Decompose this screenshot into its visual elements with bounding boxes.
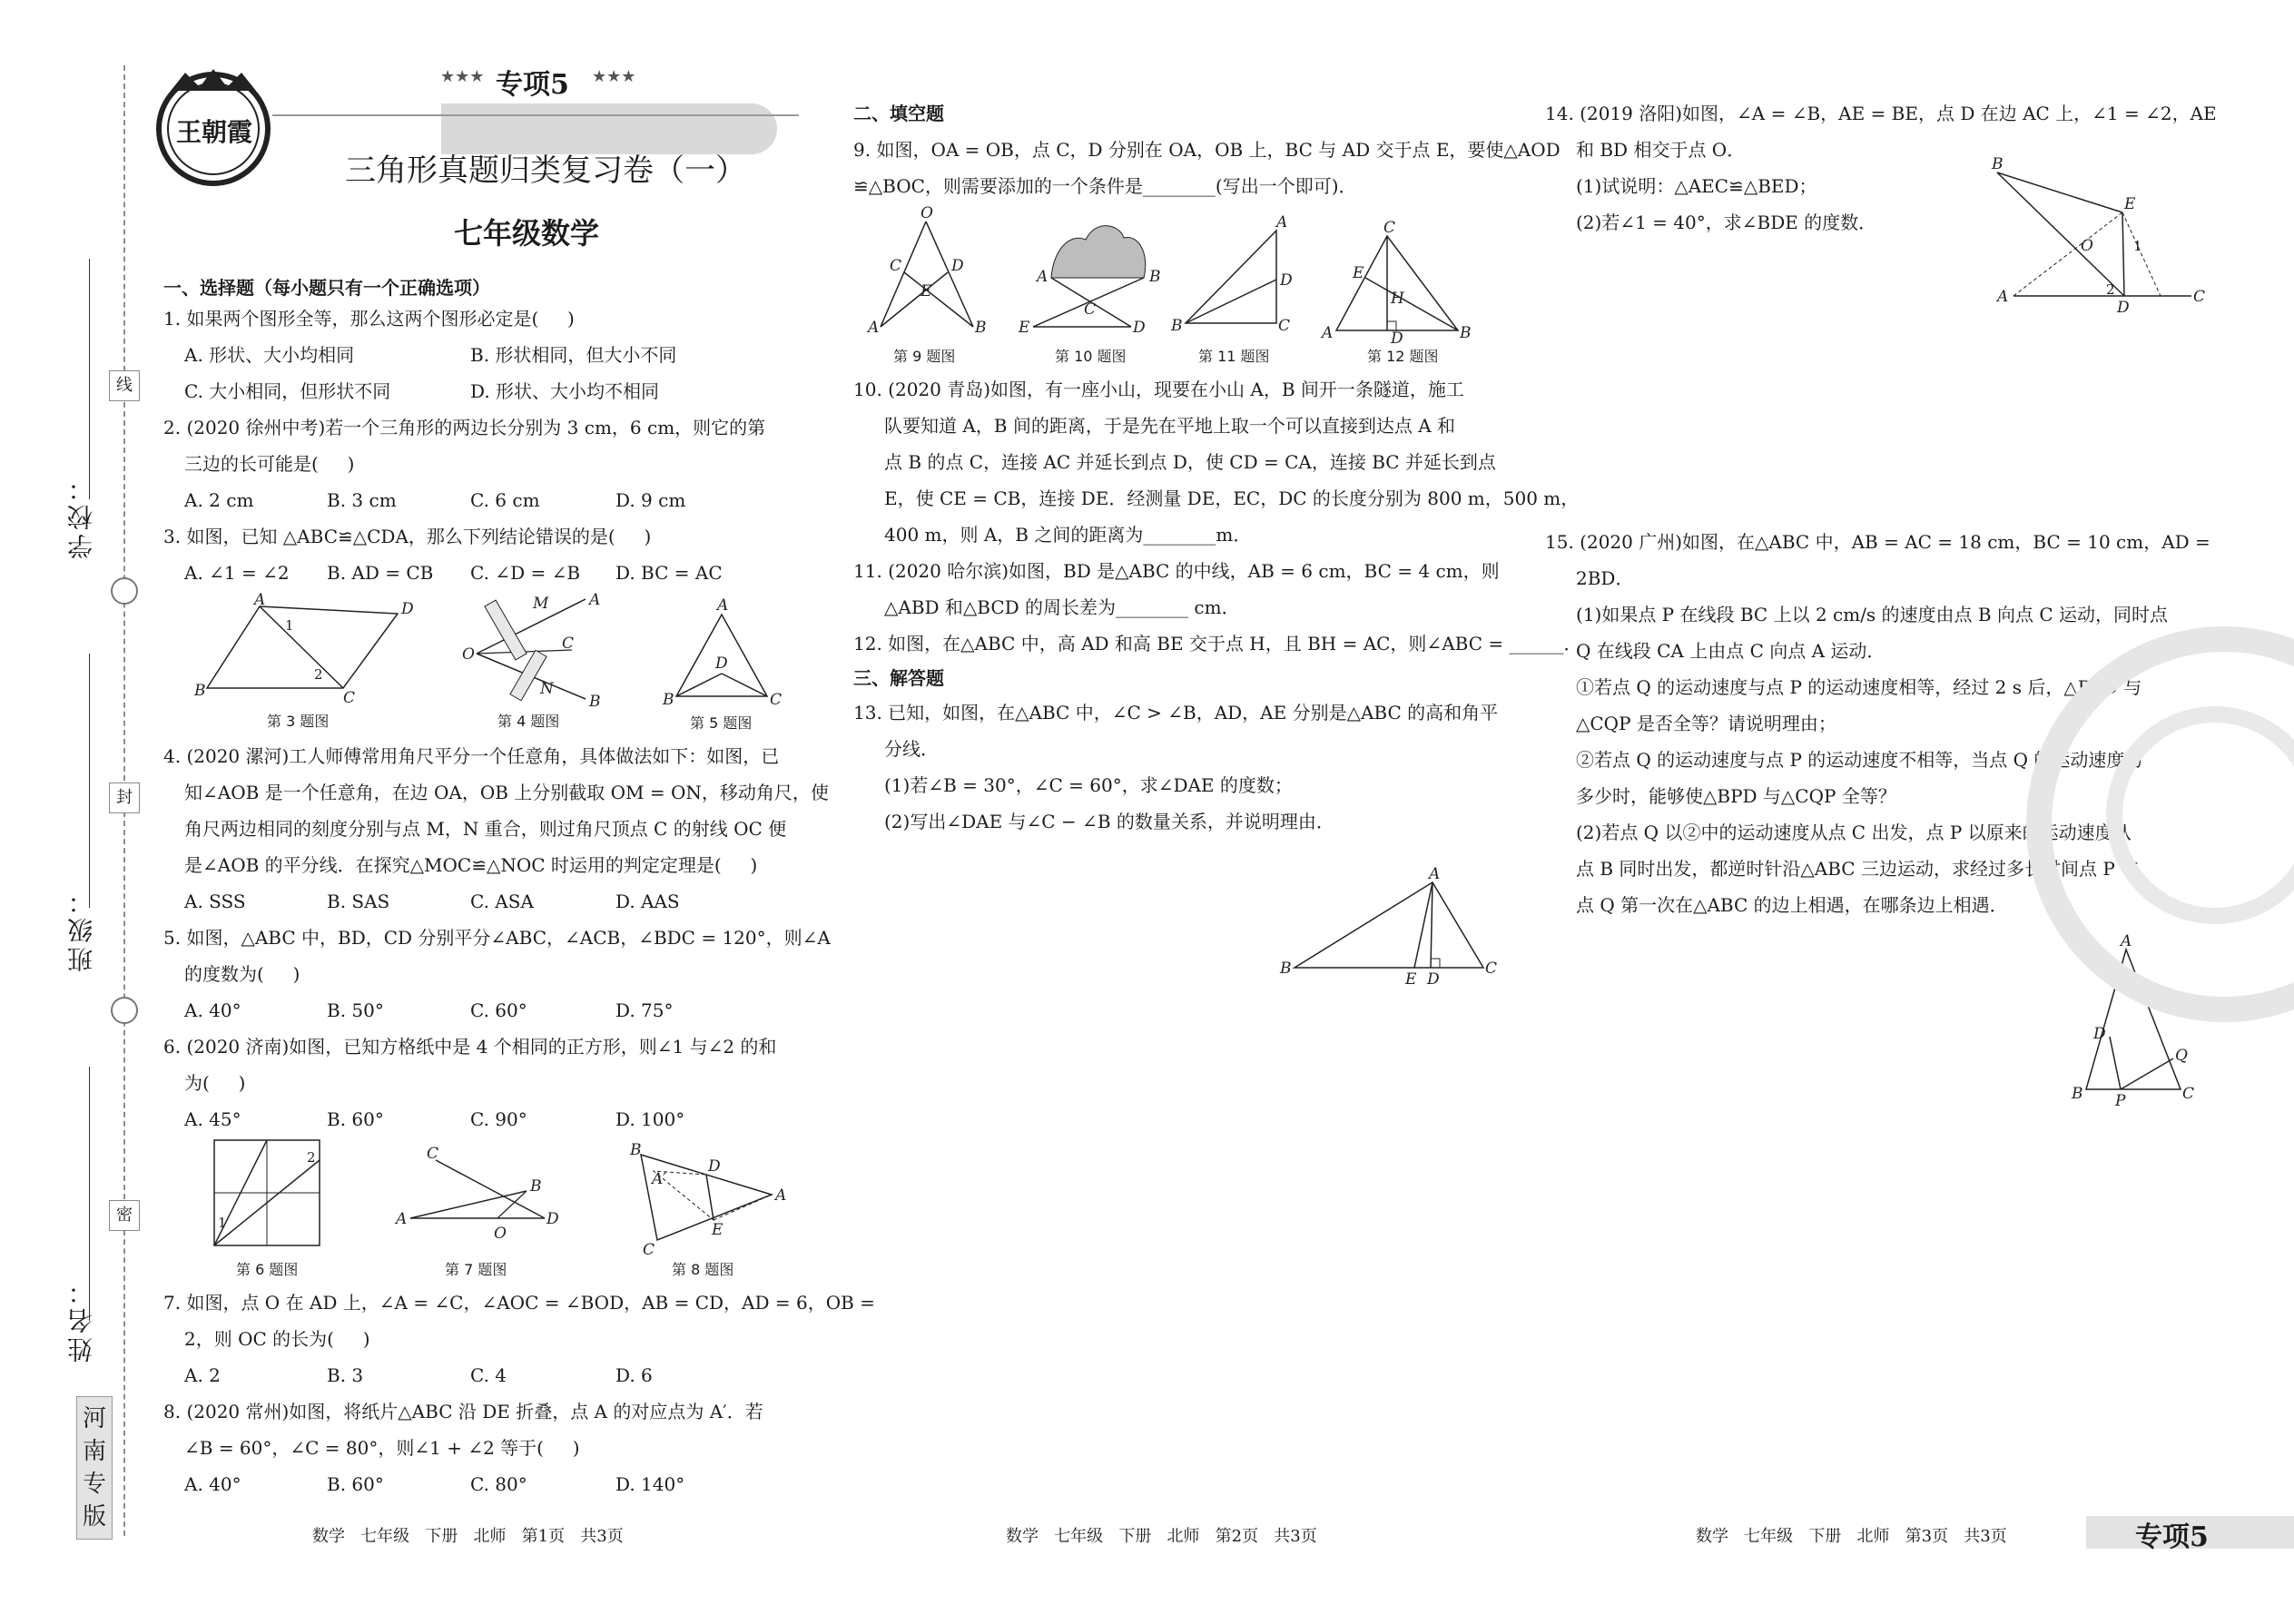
q6-option-d[interactable]: D. 100° (615, 1108, 685, 1130)
svg-text:C: C (2182, 1085, 2195, 1103)
q14-stem-line1: 14. (2019 洛阳)如图，∠A = ∠B，AE = BE，点 D 在边 AC 上，∠1 = ∠2，AE (1545, 103, 2217, 124)
svg-text:2: 2 (2106, 281, 2115, 298)
q6-option-c[interactable]: C. 90° (470, 1108, 527, 1130)
svg-text:D: D (708, 1157, 721, 1176)
svg-text:D: D (1391, 330, 1403, 348)
svg-text:D: D (2117, 299, 2130, 317)
svg-text:P: P (2115, 1092, 2126, 1110)
svg-text:A: A (775, 1186, 787, 1205)
q15-subq2-line2: 多少时，能够使△BPD 与△CQP 全等？ (1576, 785, 1896, 807)
q9-stem-line2: ≌△BOC，则需要添加的一个条件是________(写出一个即可)． (853, 175, 1357, 197)
q11-stem-line2: △ABD 和△BCD 的周长差为________ cm． (884, 596, 1240, 618)
q6-option-b[interactable]: B. 60° (327, 1108, 384, 1130)
svg-text:A: A (868, 319, 880, 337)
q4-stem-line2: 知∠AOB 是一个任意角，在边 OA，OB 上分别截取 OM = ON，移动角尺，使 (184, 782, 829, 803)
svg-text:D: D (2093, 1025, 2106, 1043)
svg-text:B: B (194, 682, 206, 700)
svg-text:B: B (589, 693, 601, 711)
section3-heading: 三、解答题 (853, 667, 944, 689)
caption-fig8: 第 8 题图 (672, 1261, 734, 1278)
svg-text:B: B (1280, 960, 1292, 978)
caption-fig7: 第 7 题图 (445, 1261, 507, 1278)
footer-page1: 数学 七年级 下册 北师 第1页 共3页 (312, 1527, 624, 1546)
q6-stem-line2: 为( ) (184, 1072, 246, 1094)
figure-q11 (1171, 213, 1293, 338)
figure-q7 (396, 1145, 565, 1245)
figure-q6 (214, 1140, 323, 1249)
svg-text:D: D (401, 600, 414, 618)
svg-text:E: E (921, 282, 932, 300)
caption-fig11: 第 11 题图 (1198, 348, 1270, 365)
caption-fig5: 第 5 题图 (690, 714, 753, 732)
q15-part2-line3: 点 Q 第一次在△ABC 的边上相遇，在哪条边上相遇． (1576, 894, 2008, 916)
svg-text:Q: Q (2175, 1047, 2188, 1065)
figure-q12 (1322, 219, 1472, 348)
q5-option-a[interactable]: A. 40° (184, 999, 241, 1021)
school-label: 学校： (66, 472, 96, 559)
svg-text:C: C (343, 689, 356, 707)
q2-option-d[interactable]: D. 9 cm (615, 489, 686, 511)
seal-mark-seal: 封 (109, 782, 140, 813)
svg-text:C: C (1278, 317, 1291, 335)
q2-option-c[interactable]: C. 6 cm (470, 489, 540, 511)
svg-text:O: O (921, 204, 933, 222)
q15-part1-line2: Q 在线段 CA 上由点 C 向点 A 运动． (1576, 640, 1885, 662)
svg-text:B: B (530, 1177, 542, 1196)
svg-text:C: C (427, 1145, 439, 1163)
q6-option-a[interactable]: A. 45° (184, 1108, 241, 1130)
svg-text:E: E (1353, 264, 1364, 282)
q3-option-d[interactable]: D. BC = AC (615, 562, 723, 584)
svg-text:1: 1 (218, 1215, 227, 1231)
svg-text:B: B (663, 691, 674, 709)
svg-text:C: C (770, 691, 783, 709)
topic-stars-left: ★★★ (440, 67, 485, 86)
svg-text:B: B (1149, 268, 1161, 286)
q4-option-b[interactable]: B. SAS (327, 891, 390, 912)
svg-text:2: 2 (307, 1149, 316, 1166)
q9-stem-line1: 9. 如图，OA = OB，点 C，D 分别在 OA，OB 上，BC 与 AD 交于点 E，要使△AOD (853, 139, 1561, 161)
q7-option-c[interactable]: C. 4 (470, 1364, 507, 1386)
q5-option-b[interactable]: B. 50° (327, 999, 384, 1021)
q10-stem-line3: 点 B 的点 C，连接 AC 并延长到点 D，使 CD = CA，连接 BC 并延长到点 (884, 451, 1496, 473)
q11-stem-line1: 11. (2020 哈尔滨)如图，BD 是△ABC 的中线，AB = 6 cm，BC = 4 cm，则 (853, 560, 1500, 582)
svg-text:A: A (1276, 213, 1288, 231)
q3-option-a[interactable]: A. ∠1 = ∠2 (184, 562, 290, 584)
topic-stars-right: ★★★ (592, 67, 636, 86)
svg-text:B: B (1992, 155, 2004, 173)
svg-text:E: E (2124, 195, 2136, 213)
q8-stem-line1: 8. (2020 常州)如图，将纸片△ABC 沿 DE 折叠，点 A 的对应点为 A′．若 (163, 1401, 763, 1422)
svg-text:O: O (494, 1225, 507, 1243)
q1-option-d[interactable]: D. 形状、大小均不相同 (470, 380, 660, 402)
svg-text:D: D (1427, 970, 1440, 989)
svg-text:A: A (2121, 932, 2132, 950)
svg-text:B: B (2072, 1085, 2083, 1103)
name-label: 姓名： (66, 1275, 96, 1363)
figure-q8 (630, 1141, 790, 1259)
topic-label: 专项5 (496, 69, 569, 101)
q4-stem-line4: 是∠AOB 的平分线．在探究△MOC≌△NOC 时运用的判定定理是( ) (184, 854, 758, 876)
svg-text:D: D (951, 257, 964, 275)
svg-text:A: A (589, 591, 601, 609)
watermark-inner-ring (2106, 706, 2294, 924)
svg-text:B: B (630, 1141, 642, 1159)
svg-text:1: 1 (285, 617, 294, 634)
q13-stem-line1: 13. 已知，如图，在△ABC 中，∠C > ∠B，AD，AE 分别是△ABC 的高和角平 (853, 702, 1499, 723)
q7-stem-line2: 2，则 OC 的长为( ) (184, 1328, 370, 1350)
svg-text:1: 1 (2133, 238, 2142, 254)
swirl-ornament-icon (111, 577, 138, 605)
svg-text:E: E (1405, 970, 1417, 989)
brand-logo-text: 王朝霞 (175, 117, 252, 147)
svg-text:C: C (1485, 960, 1498, 978)
svg-text:C: C (2193, 288, 2206, 306)
q8-option-c[interactable]: C. 80° (470, 1473, 527, 1495)
q8-option-b[interactable]: B. 60° (327, 1473, 384, 1495)
figure-q13 (1280, 865, 1505, 989)
svg-text:E: E (712, 1221, 724, 1239)
q7-option-d[interactable]: D. 6 (615, 1364, 653, 1386)
figure-q14 (1992, 155, 2206, 317)
q14-part2: (2)若∠1 = 40°，求∠BDE 的度数． (1576, 212, 1877, 233)
footer-page3: 数学 七年级 下册 北师 第3页 共3页 (1696, 1527, 2007, 1546)
svg-text:N: N (540, 680, 554, 698)
footer-page2: 数学 七年级 下册 北师 第2页 共3页 (1006, 1527, 1317, 1546)
q14-stem-line2: 和 BD 相交于点 O． (1576, 139, 1746, 161)
school-field-line[interactable] (89, 259, 90, 499)
svg-text:H: H (1391, 290, 1404, 308)
svg-text:B: B (1460, 324, 1472, 342)
svg-text:A: A (254, 591, 266, 609)
q3-stem: 3. 如图，已知 △ABC≌△CDA，那么下列结论错误的是( ) (163, 526, 652, 547)
svg-text:A: A (396, 1210, 408, 1228)
q10-stem-line4: E，使 CE = CB，连接 DE．经测量 DE，EC，DC 的长度分别为 800 m，500 m， (884, 487, 1580, 509)
q13-part2: (2)写出∠DAE 与∠C − ∠B 的数量关系，并说明理由． (884, 811, 1334, 832)
binding-sidebar (0, 0, 136, 1624)
q14-part1: (1)试说明：△AEC≌△BED； (1576, 175, 1817, 197)
q13-part1: (1)若∠B = 30°，∠C = 60°，求∠DAE 的度数； (884, 774, 1293, 796)
svg-text:B: B (975, 319, 987, 337)
figure-q9 (868, 204, 987, 337)
svg-text:E: E (1019, 319, 1030, 337)
class-field-line[interactable] (89, 654, 90, 908)
edition-label: 河南专版 (76, 1396, 113, 1540)
q4-stem-line3: 角尺两边相同的刻度分别与点 M，N 重合，则过角尺顶点 C 的射线 OC 便 (184, 818, 787, 840)
caption-fig10: 第 10 题图 (1055, 348, 1127, 365)
brand-logo (153, 65, 275, 188)
svg-text:D: D (715, 655, 728, 673)
exam-title: 三角形真题归类复习卷（一） (345, 153, 746, 189)
q3-option-b[interactable]: B. AD = CB (327, 562, 434, 584)
svg-text:O: O (462, 645, 475, 664)
seal-mark-line: 线 (109, 370, 140, 401)
svg-text:A′: A′ (652, 1170, 667, 1188)
svg-text:A: A (1322, 324, 1334, 342)
caption-fig3: 第 3 题图 (267, 713, 330, 730)
q10-stem-line1: 10. (2020 青岛)如图，有一座小山，现要在小山 A，B 间开一条隧道，施工 (853, 379, 1464, 400)
q8-option-d[interactable]: D. 140° (615, 1473, 685, 1495)
q15-part2-line1: (2)若点 Q 以②中的运动速度从点 C 出发，点 P 以原来的运动速度从 (1576, 822, 2132, 843)
q1-stem: 1. 如果两个图形全等，那么这两个图形必定是( ) (163, 308, 575, 330)
caption-fig12: 第 12 题图 (1367, 348, 1439, 365)
q4-option-d[interactable]: D. AAS (615, 891, 680, 912)
q10-stem-line5: 400 m，则 A，B 之间的距离为________m． (884, 524, 1252, 546)
svg-text:D: D (546, 1210, 559, 1228)
svg-text:A: A (717, 596, 729, 615)
q2-option-a[interactable]: A. 2 cm (184, 489, 254, 511)
caption-fig6: 第 6 题图 (236, 1261, 299, 1278)
svg-text:B: B (1171, 317, 1183, 335)
q5-option-d[interactable]: D. 75° (615, 999, 674, 1021)
q10-stem-line2: 队要知道 A，B 间的距离，于是先在平地上取一个可以直接到达点 A 和 (884, 415, 1456, 437)
banner-rule (272, 114, 799, 116)
q1-option-a[interactable]: A. 形状、大小均相同 (184, 344, 355, 366)
svg-text:C: C (643, 1241, 655, 1259)
q8-option-a[interactable]: A. 40° (184, 1473, 241, 1495)
caption-fig4: 第 4 题图 (497, 713, 560, 730)
q15-part2-line2: 点 B 同时出发，都逆时针沿△ABC 三边运动，求经过多长时间点 P 与 (1576, 858, 2140, 880)
svg-text:C: C (890, 257, 902, 275)
svg-text:C: C (1084, 300, 1097, 319)
svg-text:2: 2 (314, 666, 323, 683)
q5-stem-line1: 5. 如图，△ABC 中，BD，CD 分别平分∠ABC，∠ACB，∠BDC = 120°，则∠A (163, 927, 831, 949)
svg-text:M: M (533, 595, 549, 613)
section2-heading: 二、填空题 (853, 103, 944, 124)
q7-option-b[interactable]: B. 3 (327, 1364, 364, 1386)
q5-stem-line2: 的度数为( ) (184, 963, 300, 985)
svg-text:A: A (1037, 268, 1049, 286)
q15-stem-line1: 15. (2020 广州)如图，在△ABC 中，AB = AC = 18 cm，BC = 10 cm，AD = (1545, 531, 2210, 553)
q7-stem-line1: 7. 如图，点 O 在 AD 上，∠A = ∠C，∠AOC = ∠BOD，AB = CD，AD = 6，OB = (163, 1292, 875, 1314)
svg-text:D: D (1133, 319, 1146, 337)
figure-q10 (1019, 214, 1169, 337)
q12-stem: 12. 如图，在△ABC 中，高 AD 和高 BE 交于点 H，且 BH = AC，则∠ABC = ______． (853, 633, 1582, 655)
section1-heading: 一、选择题（每小题只有一个正确选项） (163, 277, 490, 299)
q2-option-b[interactable]: B. 3 cm (327, 489, 397, 511)
q4-option-c[interactable]: C. ASA (470, 891, 534, 912)
q8-stem-line2: ∠B = 60°，∠C = 80°，则∠1 + ∠2 等于( ) (184, 1437, 580, 1459)
svg-text:A: A (1429, 865, 1441, 883)
q6-stem-line1: 6. (2020 济南)如图，已知方格纸中是 4 个相同的正方形，则∠1 与∠2 的和 (163, 1036, 777, 1058)
q4-option-a[interactable]: A. SSS (184, 891, 246, 912)
caption-fig9: 第 9 题图 (893, 348, 956, 365)
q3-option-c[interactable]: C. ∠D = ∠B (470, 562, 581, 584)
svg-text:D: D (1280, 271, 1293, 290)
figure-q4 (462, 591, 604, 711)
q15-stem-line2: 2BD． (1576, 567, 1634, 589)
figure-q3 (194, 591, 425, 707)
seal-mark-close: 密 (109, 1200, 140, 1231)
swirl-ornament-icon (111, 997, 138, 1024)
figure-q5 (663, 596, 783, 710)
q15-part1-line1: (1)如果点 P 在线段 BC 上以 2 cm/s 的速度由点 B 向点 C 运动，同时点 (1576, 604, 2168, 625)
q15-subq1-line1: ①若点 Q 的运动速度与点 P 的运动速度相等，经过 2 s 后，△BPD 与 (1576, 676, 2142, 698)
q7-option-a[interactable]: A. 2 (184, 1364, 221, 1386)
svg-text:A: A (1997, 288, 2009, 306)
q1-option-c[interactable]: C. 大小相同，但形状不同 (184, 380, 391, 402)
svg-text:C: C (1383, 219, 1396, 237)
svg-text:C: C (562, 635, 575, 653)
svg-text:O: O (2081, 237, 2093, 255)
q2-stem-line2: 三边的长可能是( ) (184, 453, 355, 475)
q2-stem-line1: 2. (2020 徐州中考)若一个三角形的两边长分别为 3 cm，6 cm，则它的第 (163, 417, 766, 438)
q15-subq1-line2: △CQP 是否全等？请说明理由； (1576, 713, 1836, 734)
q13-stem-line2: 分线． (884, 738, 939, 760)
class-label: 班级： (66, 885, 96, 972)
q5-option-c[interactable]: C. 60° (470, 999, 527, 1021)
exam-subtitle: 七年级数学 (454, 216, 600, 251)
q4-stem-line1: 4. (2020 漯河)工人师傅常用角尺平分一个任意角，具体做法如下：如图，已 (163, 745, 780, 767)
q15-subq2-line1: ②若点 Q 的运动速度与点 P 的运动速度不相等，当点 Q 的运动速度为 (1576, 749, 2143, 771)
q1-option-b[interactable]: B. 形状相同，但大小不同 (470, 344, 677, 366)
footer-topic-tag: 专项5 (2135, 1521, 2209, 1553)
